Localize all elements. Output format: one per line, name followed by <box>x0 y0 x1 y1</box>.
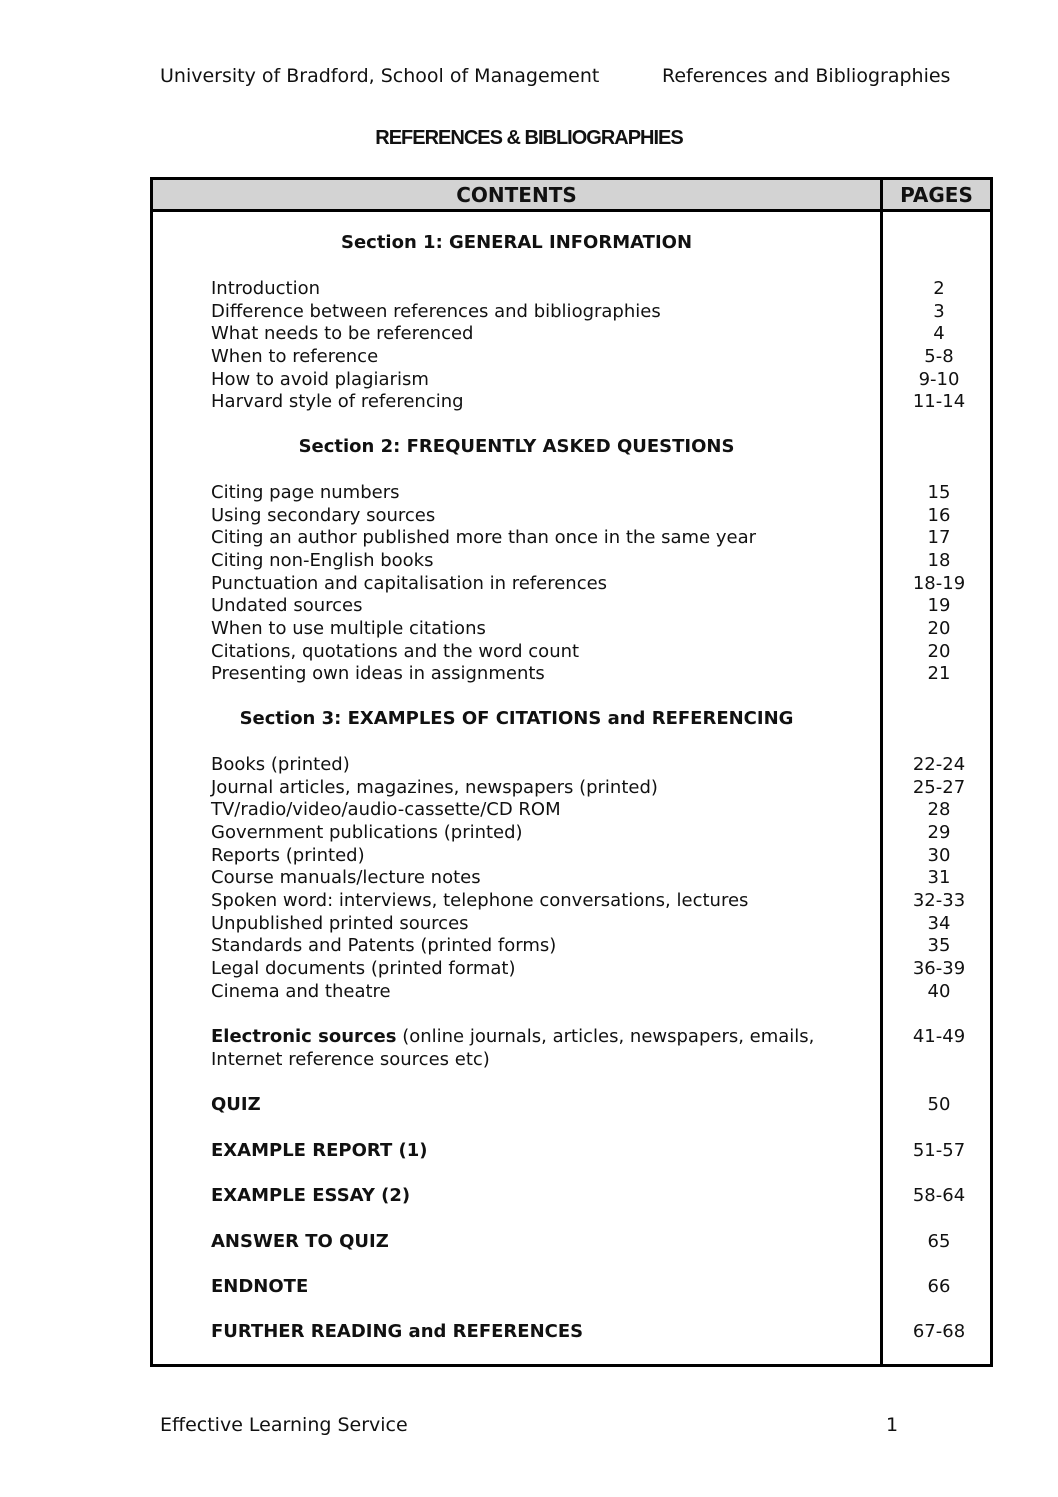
toc-item: Unpublished printed sources <box>211 913 469 934</box>
toc-item: Citations, quotations and the word count <box>211 641 580 662</box>
toc-page: 66 <box>927 1276 951 1297</box>
toc-item: Course manuals/lecture notes <box>211 867 481 888</box>
toc-item: Undated sources <box>211 595 363 616</box>
toc-page: 19 <box>927 595 951 616</box>
toc-page: 35 <box>927 935 951 956</box>
toc-page: 32-33 <box>912 890 966 911</box>
toc-page: 16 <box>927 505 951 526</box>
toc-item: Difference between references and bibliographies <box>211 301 661 322</box>
toc-item: Cinema and theatre <box>211 981 391 1002</box>
toc-item: Harvard style of referencing <box>211 391 464 412</box>
toc-page: 20 <box>927 618 951 639</box>
toc-item: Standards and Patents (printed forms) <box>211 935 557 956</box>
toc-page: 18 <box>927 550 951 571</box>
document-title: REFERENCES & BIBLIOGRAPHIES <box>375 127 683 149</box>
toc-page: 34 <box>927 913 951 934</box>
running-header-left: University of Bradford, School of Management <box>160 65 600 87</box>
running-header-right: References and Bibliographies <box>662 65 951 87</box>
toc-page: 51-57 <box>912 1140 966 1161</box>
toc-page: 25-27 <box>912 777 966 798</box>
toc-item: Citing non-English books <box>211 550 434 571</box>
pages-column-header: PAGES <box>900 183 973 207</box>
toc-item: What needs to be referenced <box>211 323 474 344</box>
table-header-row <box>153 180 990 212</box>
toc-page: 5-8 <box>924 346 954 367</box>
toc-page: 41-49 <box>912 1026 966 1047</box>
toc-page: 65 <box>927 1231 951 1252</box>
toc-item: Journal articles, magazines, newspapers (printed) <box>211 777 658 798</box>
toc-page: 18-19 <box>912 573 966 594</box>
toc-page: 20 <box>927 641 951 662</box>
contents-table <box>150 177 993 1367</box>
toc-page: 15 <box>927 482 951 503</box>
toc-item: Reports (printed) <box>211 845 365 866</box>
toc-item: Using secondary sources <box>211 505 436 526</box>
toc-page: 29 <box>927 822 951 843</box>
toc-item: Introduction <box>211 278 321 299</box>
section-3-title: Section 3: EXAMPLES OF CITATIONS and REFERENCING <box>239 708 794 729</box>
footer-page-number: 1 <box>886 1414 899 1436</box>
toc-item-answer-to-quiz: ANSWER TO QUIZ <box>211 1231 389 1252</box>
toc-item: Legal documents (printed format) <box>211 958 516 979</box>
electronic-sources-label: Electronic sources <box>211 1026 397 1047</box>
toc-page: 21 <box>927 663 951 684</box>
toc-item-endnote: ENDNOTE <box>211 1276 309 1297</box>
electronic-sources-item <box>211 1026 814 1048</box>
toc-page: 58-64 <box>912 1185 966 1206</box>
toc-item: TV/radio/video/audio-cassette/CD ROM <box>211 799 561 820</box>
toc-item: Government publications (printed) <box>211 822 523 843</box>
electronic-sources-detail-line2: Internet reference sources etc) <box>211 1049 490 1070</box>
toc-page: 4 <box>933 323 945 344</box>
toc-item: Spoken word: interviews, telephone conversations, lectures <box>211 890 749 911</box>
electronic-sources-detail: (online journals, articles, newspapers, emails, <box>396 1026 815 1047</box>
toc-page: 11-14 <box>912 391 966 412</box>
toc-item: Books (printed) <box>211 754 350 775</box>
toc-page: 28 <box>927 799 951 820</box>
section-1-title: Section 1: GENERAL INFORMATION <box>340 232 693 253</box>
toc-item: Punctuation and capitalisation in references <box>211 573 608 594</box>
toc-page: 2 <box>933 278 945 299</box>
toc-item: When to reference <box>211 346 379 367</box>
toc-page: 67-68 <box>912 1321 966 1342</box>
toc-item-example-essay: EXAMPLE ESSAY (2) <box>211 1185 411 1206</box>
toc-page: 36-39 <box>912 958 966 979</box>
toc-item: How to avoid plagiarism <box>211 369 429 390</box>
toc-item-example-report: EXAMPLE REPORT (1) <box>211 1140 428 1161</box>
toc-item: Presenting own ideas in assignments <box>211 663 545 684</box>
toc-item: When to use multiple citations <box>211 618 486 639</box>
toc-page: 17 <box>927 527 951 548</box>
toc-page: 9-10 <box>918 369 960 390</box>
contents-column-header: CONTENTS <box>456 183 577 207</box>
section-2-title: Section 2: FREQUENTLY ASKED QUESTIONS <box>298 436 735 457</box>
toc-item: Citing page numbers <box>211 482 400 503</box>
toc-page: 31 <box>927 867 951 888</box>
toc-page: 3 <box>933 301 945 322</box>
toc-page: 22-24 <box>912 754 966 775</box>
toc-page: 50 <box>927 1094 951 1115</box>
toc-item-further-reading: FURTHER READING and REFERENCES <box>211 1321 584 1342</box>
toc-page: 40 <box>927 981 951 1002</box>
toc-item: Citing an author published more than once in the same year <box>211 527 757 548</box>
toc-item-quiz: QUIZ <box>211 1094 261 1115</box>
toc-page: 30 <box>927 845 951 866</box>
footer-service-name: Effective Learning Service <box>160 1414 408 1436</box>
